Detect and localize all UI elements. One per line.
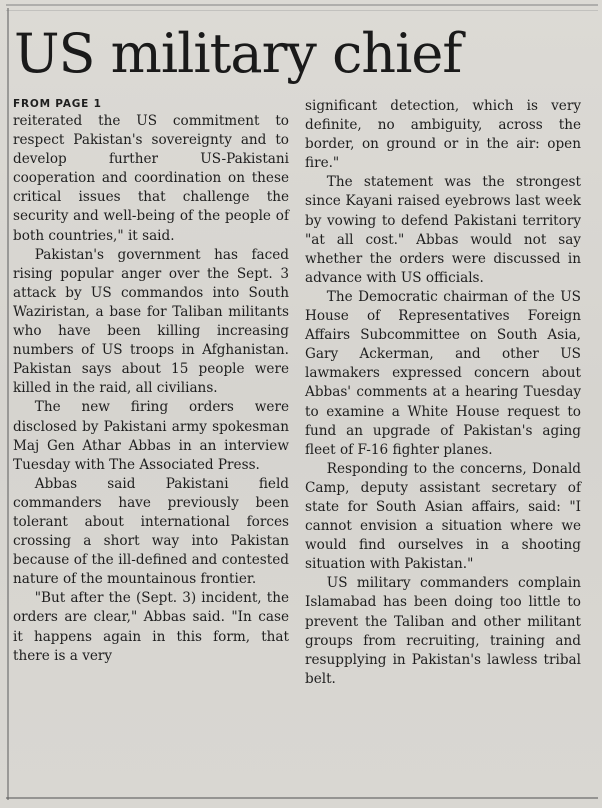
left-column-rule [7, 8, 9, 800]
paragraph: Responding to the concerns, Donald Camp, deputy assistant secretary of state for South Asian affairs, said: "I cannot envision a situation where we would find ourselves in a shooting situation with Pakistan." [305, 460, 581, 573]
bottom-rule [6, 797, 598, 799]
paragraph: US military commanders complain Islamabad has been doing too little to prevent the Taliban and other militant groups from recruiting, training and resupplying in Pakistan's lawless tribal belt. [305, 575, 581, 687]
headline: US military chief [14, 22, 462, 85]
right-column [305, 97, 581, 689]
kicker-from-page-1: FROM PAGE 1 [13, 98, 102, 110]
paragraph: Abbas said Pakistani field commanders have previously been tolerant about international forces crossing a short way into Pakistan because of the ill-defined and contested nature of the mountainous frontier. [13, 475, 289, 588]
left-column [13, 97, 289, 666]
top-rule [6, 4, 598, 6]
paragraph: The Democratic chairman of the US House of Representatives Foreign Affairs Subcommittee on South Asia, Gary Ackerman, and other US lawmakers expressed concern about Abbas' comments at a hearing Tuesday to examine a White House request to fund an upgrade of Pakistan's aging fleet of F-16 fighter planes. [305, 288, 581, 458]
paragraph: The new firing orders were disclosed by Pakistani army spokesman Maj Gen Athar Abbas in an interview Tuesday with The Associated Press. [13, 399, 289, 473]
paragraph: Pakistan's government has faced rising popular anger over the Sept. 3 attack by US commandos into South Waziristan, a base for Taliban militants who have been killing increasing numbers of US troops in Afghanistan. Pakistan says about 15 people were killed in the raid, all civilians. [13, 246, 289, 397]
paragraph: The statement was the strongest since Kayani raised eyebrows last week by vowing to defend Pakistani territory "at all cost." Abbas would not say whether the orders were discussed in advance with US officials. [305, 174, 581, 286]
paragraph: reiterated the US commitment to respect Pakistan's sovereignty and to develop further US-Pakistani cooperation and coordination on these critical issues that challenge the security and well-being of the people of both countries," it said. [13, 113, 289, 244]
paragraph: significant detection, which is very definite, no ambiguity, across the border, on ground or in the air: open fire." [305, 98, 581, 172]
top-rule-secondary [6, 10, 598, 11]
paragraph: "But after the (Sept. 3) incident, the orders are clear," Abbas said. "In case it happens again in this form, that there is a very [13, 590, 289, 664]
